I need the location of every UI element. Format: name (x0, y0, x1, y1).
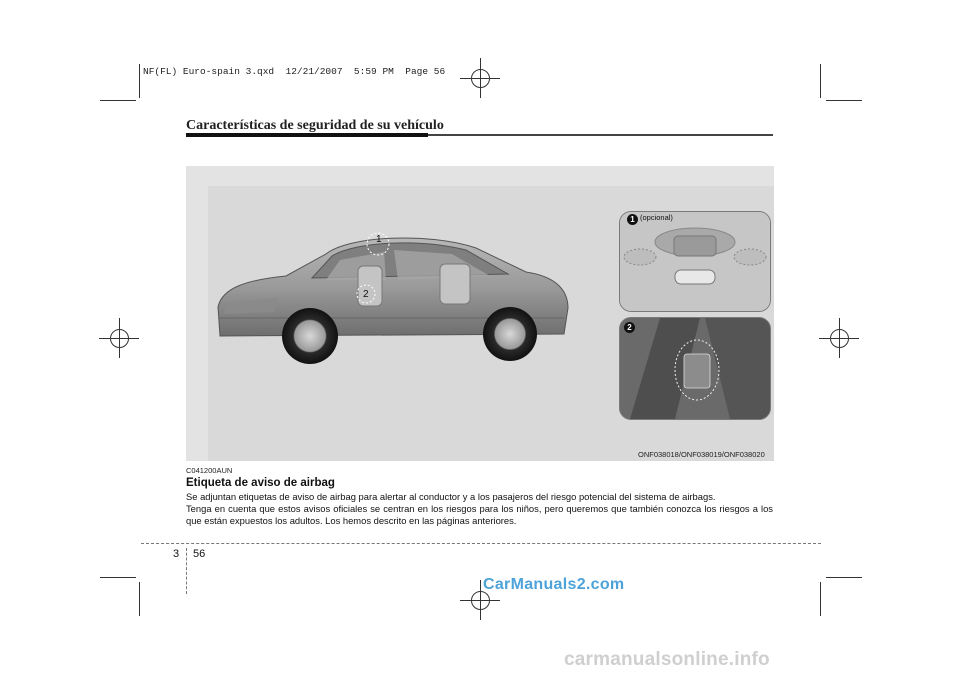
chapter-title: Características de seguridad de su vehículo (186, 118, 444, 133)
registration-mark-left (99, 318, 139, 358)
optional-label: (opcional) (640, 213, 673, 222)
crop-mark (820, 64, 821, 98)
crop-mark (100, 577, 136, 578)
crop-mark (820, 582, 821, 616)
watermark-carmanuals: CarManuals2.com (483, 576, 625, 593)
footer-rule (141, 543, 821, 544)
header-rule-accent (186, 133, 428, 137)
watermark-online: carmanualsonline.info (564, 649, 770, 670)
paragraph-1: Se adjuntan etiquetas de aviso de airbag para alertar al conductor y a los pasajeros del riesgo potencial del sistema de airbags. (186, 491, 716, 502)
section-code: C041200AUN (186, 466, 233, 475)
crop-mark (139, 582, 140, 616)
inset-number-1: 1 (627, 214, 638, 225)
registration-mark-right (819, 318, 859, 358)
crop-mark (100, 100, 136, 101)
inset-number-2: 2 (624, 322, 635, 333)
callout-1: 1 (376, 234, 382, 245)
car-illustration (208, 222, 576, 372)
crop-mark (826, 100, 862, 101)
crop-mark (826, 577, 862, 578)
callout-2: 2 (363, 289, 369, 300)
figure-code: ONF038018/ONF038019/ONF038020 (638, 450, 765, 459)
page-number: 56 (193, 548, 206, 560)
inset-pillar (619, 317, 771, 420)
page-chapter: 3 (173, 548, 180, 560)
crop-mark (139, 64, 140, 98)
paragraph-2: Tenga en cuenta que estos avisos oficiales se centran en los riesgos para los niños, pero queremos que también conozca los riesgos a los que están expuestos los adultos. Los hemos descrito en las páginas anteriores. (186, 503, 773, 526)
print-slug: NF(FL) Euro-spain 3.qxd 12/21/2007 5:59 PM Page 56 (143, 66, 446, 77)
body-text (186, 491, 773, 527)
page-divider (186, 548, 187, 594)
inset-headliner (619, 211, 771, 312)
registration-mark-top (460, 58, 500, 98)
section-heading: Etiqueta de aviso de airbag (186, 477, 335, 489)
